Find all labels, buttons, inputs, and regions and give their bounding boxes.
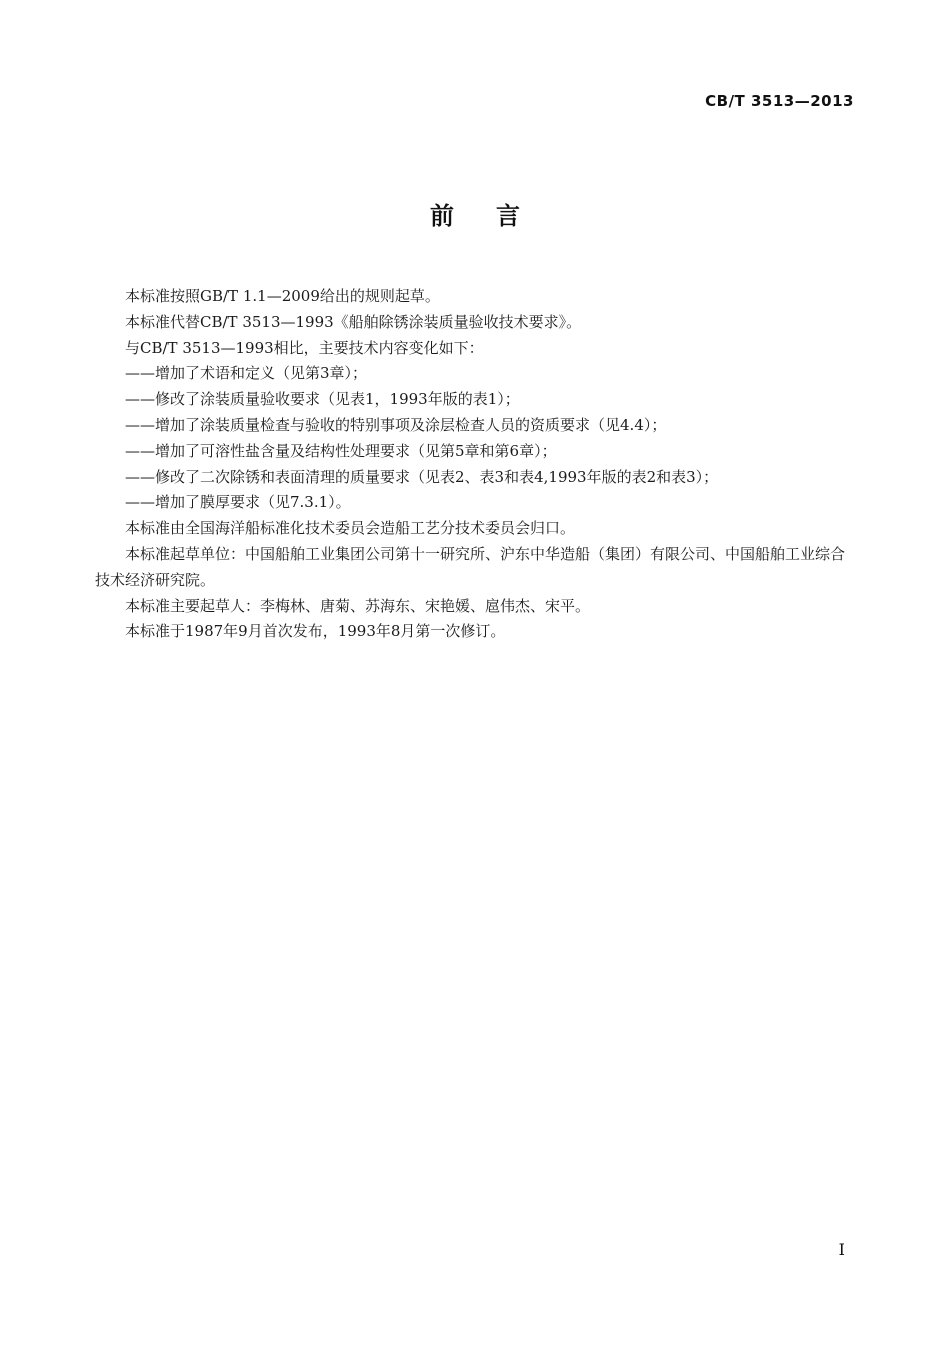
paragraph-drafting-rules: 本标准按照GB/T 1.1—2009给出的规则起草。 <box>125 287 440 305</box>
change-item: ——增加了涂装质量检查与验收的特别事项及涂层检查人员的资质要求（见4.4）； <box>125 415 667 434</box>
change-item: ——修改了二次除锈和表面清理的质量要求（见表2、表3和表4,1993年版的表2和表3）； <box>125 467 719 486</box>
page-title: 前言 <box>430 202 562 230</box>
change-item: ——修改了涂装质量验收要求（见表1，1993年版的表1）； <box>125 390 520 409</box>
page-number: I <box>838 1240 845 1259</box>
paragraph-drafting-units: 本标准起草单位：中国船舶工业集团公司第十一研究所、沪东中华造船（集团）有限公司、中国船舶工业综合技术经济研究院。 <box>95 544 846 589</box>
paragraph-replaces: 本标准代替CB/T 3513—1993《船舶除锈涂装质量验收技术要求》。 <box>125 312 582 331</box>
foreword-body <box>95 284 855 645</box>
paragraph-drafters: 本标准主要起草人：李梅林、唐菊、苏海东、宋艳媛、扈伟杰、宋平。 <box>125 596 591 615</box>
change-item: ——增加了术语和定义（见第3章）； <box>125 364 368 383</box>
standard-code: CB/T 3513—2013 <box>705 92 854 110</box>
paragraph-changes-intro: 与CB/T 3513—1993相比，主要技术内容变化如下： <box>125 338 484 357</box>
paragraph-release-history: 本标准于1987年9月首次发布，1993年8月第一次修订。 <box>125 622 506 641</box>
change-item: ——增加了膜厚要求（见7.3.1）。 <box>125 493 351 512</box>
change-item: ——增加了可溶性盐含量及结构性处理要求（见第5章和第6章）； <box>125 441 557 460</box>
paragraph-responsible-committee: 本标准由全国海洋船标准化技术委员会造船工艺分技术委员会归口。 <box>125 519 576 538</box>
